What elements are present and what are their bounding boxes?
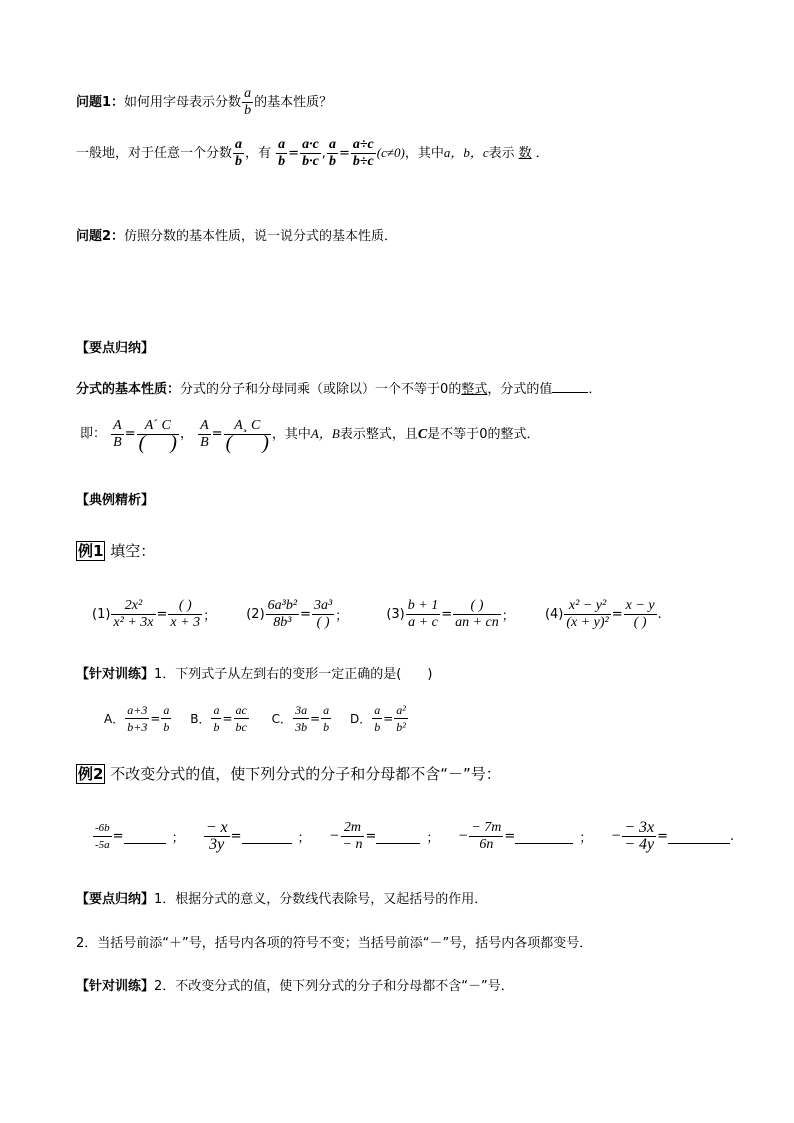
ex1-item-3: (3) $\frac{b + 1}{a + c}$ = $\frac{( )}{an + cn}$ ； xyxy=(386,598,515,630)
keypoint-2-line-2: 2．当括号前添“＋”号，括号内各项的符号不变；当括号前添“－”号，括号内各项都变号． xyxy=(76,936,593,951)
fraction: $\frac{A¸ C}{( )}$ xyxy=(225,418,269,454)
general-property: 一般地，对于任意一个分数 $\frac{a}{b}$ ，有 $\frac{a}{b}$ = $\frac{a\cdot c}{b\cdot c}$ , $\frac{a}{b}$ = $\frac{a\div c}{b\div c}$ (c≠0)，其中a，b，c表示 数 ． xyxy=(76,137,549,169)
ex1-item-4: (4) $\frac{\text{x² − y²}}{\text{(x + y)²}}$ = $\frac{x - y}{( )}$ . xyxy=(544,598,662,630)
property-formula: 即： $\frac{A}{B}$ = $\frac{A´ C}{( )}$ ， $\frac{A}{B}$ = $\frac{A¸ C}{( )}$ ，其中A，B表示整式，且C是不等于0的整式． xyxy=(80,418,540,454)
fraction: $\frac{A´ C}{( )}$ xyxy=(138,418,177,454)
option-b[interactable]: B． $\frac{a}{b}$ = $\frac{ac}{bc}$ xyxy=(190,703,247,734)
keypoint-2: 【要点归纳】1．根据分式的意义，分数线代表除号，又起括号的作用． xyxy=(76,892,488,907)
ex2-item-3: − $\frac{2m}{- n}$ = ； xyxy=(328,820,440,852)
answer-blank[interactable] xyxy=(515,829,573,844)
training-2: 【针对训练】2．不改变分式的值，使下列分式的分子和分母都不含“－”号． xyxy=(76,979,514,994)
answer-number: 数 xyxy=(518,146,532,161)
ex2-item-5: − $\frac{- 3x}{- 4y}$ = . xyxy=(610,819,735,853)
example-2-label: 例2 xyxy=(78,765,104,783)
question-1-text: 如何用字母表示分数 xyxy=(124,95,242,110)
training-1: 【针对训练】1．下列式子从左到右的变形一定正确的是( ) xyxy=(76,667,433,682)
example-1-label: 例1 xyxy=(78,542,104,560)
ex2-item-1: $\frac{-6b}{-5a}$ = ； xyxy=(95,822,185,851)
fraction: $\frac{a\div c}{b\div c}$ xyxy=(352,137,374,169)
question-1-label: 问题1： xyxy=(76,95,125,110)
option-c[interactable]: C． $\frac{3a}{3b}$ = $\frac{a}{b}$ xyxy=(271,703,330,734)
ex1-item-2: (2) $\frac{\text{6a³b²}}{\text{8b³}}$ = $\frac{\text{3a³}}{( )}$ ； xyxy=(246,598,349,630)
question-2-text: 仿照分数的基本性质，说一说分式的基本性质． xyxy=(124,229,398,244)
option-a[interactable]: A． $\frac{a+3}{b+3}$ = $\frac{a}{b}$ xyxy=(104,703,170,734)
fraction: $\frac{a}{b}$ xyxy=(328,137,336,169)
option-d[interactable]: D． $\frac{a}{b}$ = $\frac{\text{a²}}{\text{b²}}$ xyxy=(349,703,406,734)
example-2-items xyxy=(92,820,734,853)
example-1: 例1 填空： xyxy=(78,542,156,560)
fraction: $\frac{a\cdot c}{b\cdot c}$ xyxy=(302,137,319,169)
fraction: $\frac{a}{b}$ xyxy=(235,137,243,169)
ex2-item-2: $\frac{- x}{3y}$ = ； xyxy=(205,819,311,853)
example-1-items xyxy=(92,598,662,631)
answer-blank[interactable] xyxy=(668,829,730,844)
keypoint-heading: 【要点归纳】 xyxy=(76,341,155,356)
question-2 xyxy=(76,228,397,246)
blank xyxy=(552,378,588,393)
answer-blank[interactable] xyxy=(376,829,420,844)
fraction-a-over-b: $\frac{a}{b}$ xyxy=(244,86,252,118)
underlined-term: 整式 xyxy=(461,382,488,397)
answer-blank[interactable] xyxy=(124,829,166,844)
question-1: 问题1：如何用字母表示分数 $\frac{a}{b}$ 的基本性质？ xyxy=(76,86,333,118)
examples-heading: 【典例精析】 xyxy=(76,493,155,508)
training-1-options xyxy=(104,702,409,735)
fraction: $\frac{A}{B}$ xyxy=(200,418,209,450)
fraction: $\frac{A}{B}$ xyxy=(113,418,122,450)
ex2-item-4: − $\frac{- 7m}{6n}$ = ； xyxy=(457,820,593,852)
ex1-item-1: (1) $\frac{\text{2x²}}{\text{x² + 3x}}$ = $\frac{( )}{x + 3}$ ； xyxy=(92,598,217,630)
example-2: 例2 不改变分式的值，使下列分式的分子和分母都不含“－”号： xyxy=(78,765,501,783)
question-2-label: 问题2： xyxy=(76,229,125,244)
fraction: $\frac{a}{b}$ xyxy=(278,137,286,169)
fraction-property: 分式的基本性质：分式的分子和分母同乘（或除以）一个不等于0的整式，分式的值 ． xyxy=(76,378,601,399)
answer-blank[interactable] xyxy=(242,829,292,844)
